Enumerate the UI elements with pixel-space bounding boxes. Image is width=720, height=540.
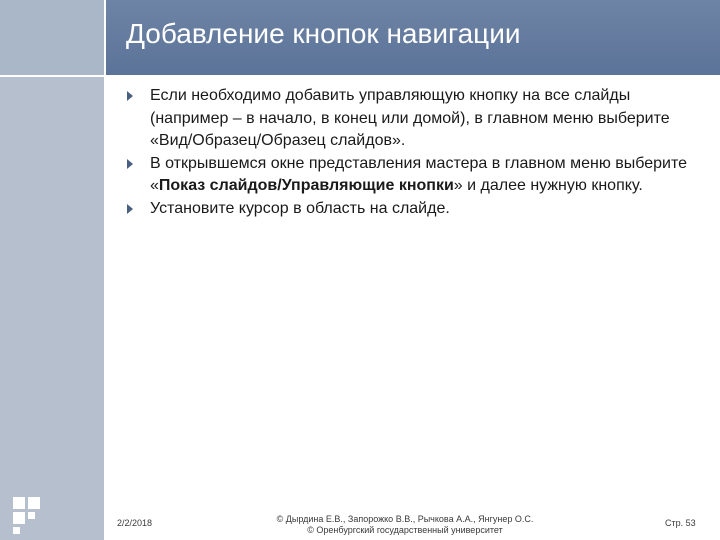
- bullet-item-3: [124, 198, 704, 221]
- bullet-text: Если необходимо добавить управляющую кнопку на все слайды (например – в начало, в конец или домой), в главном меню выберите «Вид/Образец/Образец слайдов».: [150, 87, 670, 149]
- left-sidebar: [0, 0, 104, 540]
- sidebar-divider: [104, 0, 106, 540]
- bullet-item-1: [124, 85, 704, 153]
- bullet-item-2: [124, 153, 704, 198]
- footer-credit-line-2: © Оренбургский государственный университет: [307, 524, 503, 535]
- bullet-arrow-icon: [127, 159, 133, 169]
- header-divider: [0, 75, 720, 77]
- bullet-list: [124, 85, 704, 220]
- title-bar: [106, 0, 720, 75]
- footer-credit-line-1: © Дырдина Е.В., Запорожко В.В., Рычкова А.А., Янгунер О.С.: [276, 514, 534, 524]
- bullet-arrow-icon: [127, 91, 133, 101]
- sidebar-top-block: [0, 0, 104, 75]
- bullet-text: » и далее нужную кнопку.: [453, 177, 643, 194]
- bullet-arrow-icon: [127, 204, 133, 214]
- bullet-bold-text: Показ слайдов/Управляющие кнопки: [158, 177, 454, 194]
- bullet-text: Установите курсор в область на слайде.: [150, 199, 450, 217]
- footer-date: 2/2/2018: [117, 518, 153, 528]
- bullet-text: В открывшемся окне представления мастера в главном меню выберите «: [150, 154, 688, 194]
- slide-title: Добавление кнопок навигации: [126, 18, 521, 49]
- footer-page-number: Стр. 53: [665, 518, 696, 528]
- footer-credits: [200, 514, 610, 535]
